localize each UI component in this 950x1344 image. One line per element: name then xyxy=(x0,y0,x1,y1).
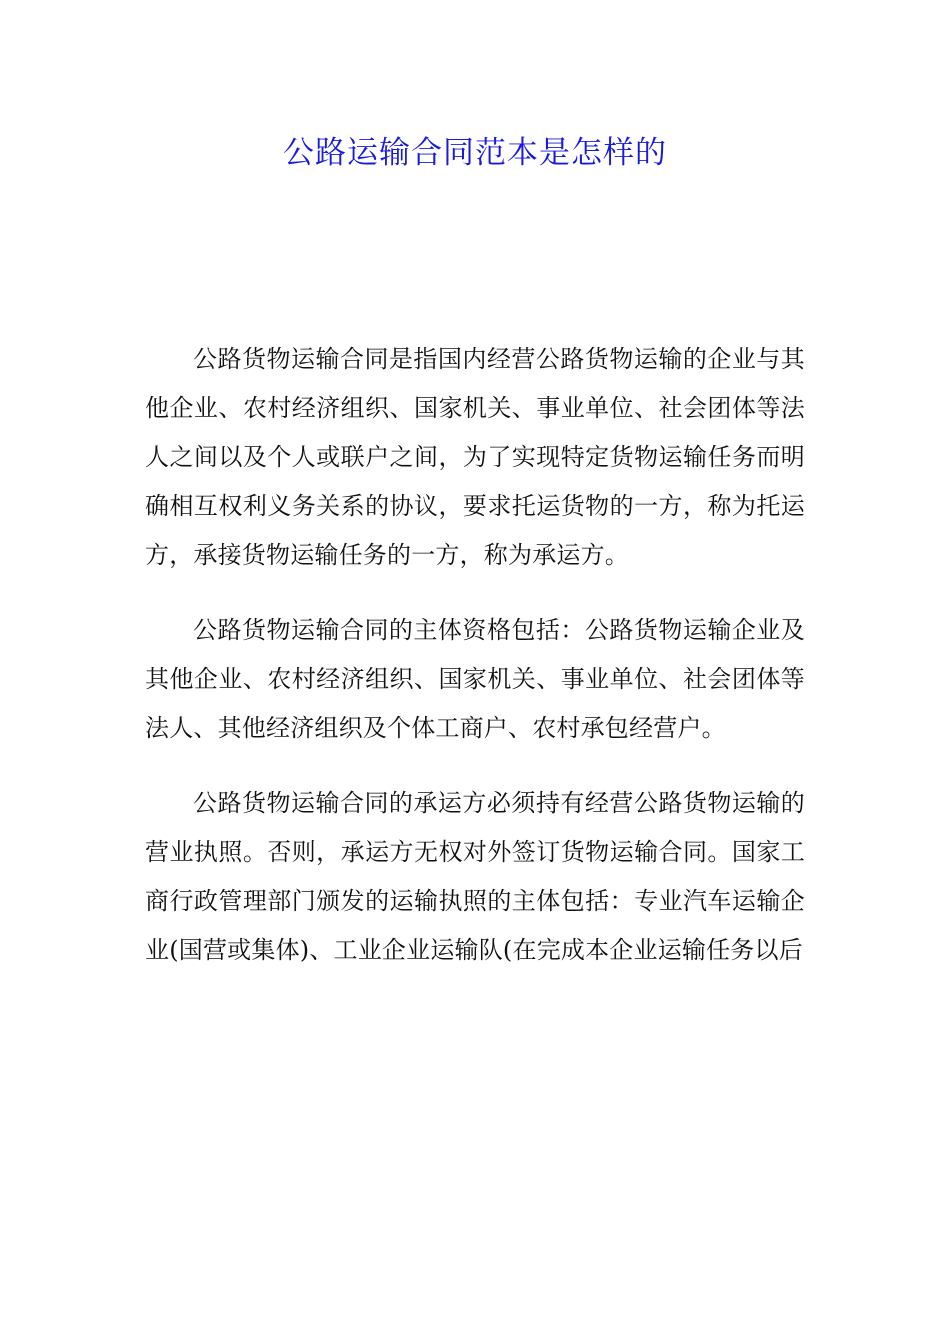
paragraph-1: 公路货物运输合同是指国内经营公路货物运输的企业与其他企业、农村经济组织、国家机关、事业单位、社会团体等法人之间以及个人或联户之间，为了实现特定货物运输任务而明确相互权利义务关系的协议，要求托运货物的一方，称为托运方，承接货物运输任务的一方，称为承运方。 xyxy=(145,345,805,569)
paragraph-2: 公路货物运输合同的主体资格包括：公路货物运输企业及其他企业、农村经济组织、国家机关、事业单位、社会团体等法人、其他经济组织及个体工商户、农村承包经营户。 xyxy=(145,616,805,742)
paragraph-3: 公路货物运输合同的承运方必须持有经营公路货物运输的营业执照。否则，承运方无权对外签订货物运输合同。国家工商行政管理部门颁发的运输执照的主体包括：专业汽车运输企业(国营或集体)、工业企业运输队(在完成本企业运输任务以后 xyxy=(145,789,805,964)
document-body xyxy=(145,335,805,1001)
document-title: 公路运输合同范本是怎样的 xyxy=(283,135,667,171)
